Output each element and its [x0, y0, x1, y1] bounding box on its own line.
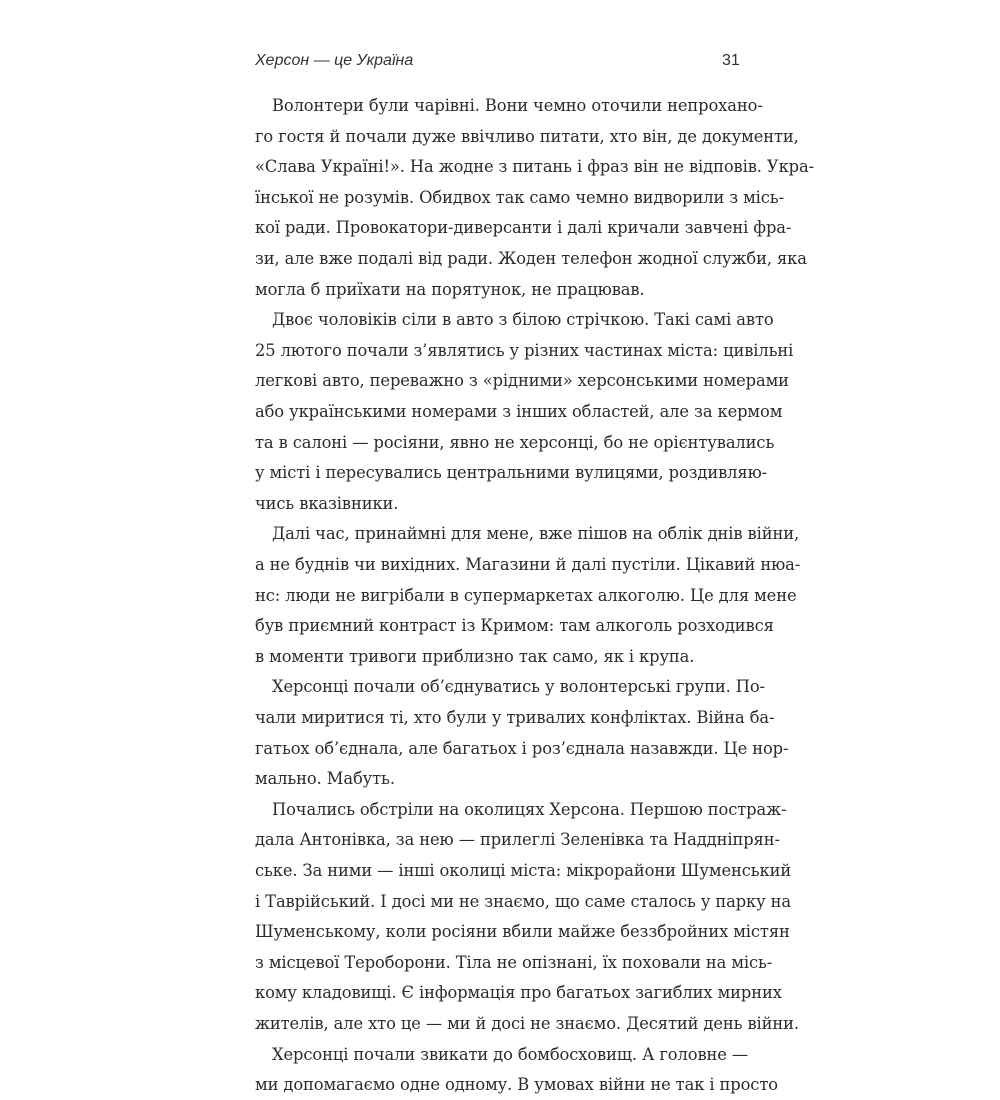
text-line: зи, але вже подалі від ради. Жоден телефон жодної служби, яка	[255, 249, 807, 268]
paragraph-first-line: Волонтери були чарівні. Вони чемно оточили непрохано-	[272, 96, 763, 115]
text-line: «Слава Україні!». На жодне з питань і фраз він не відповів. Укра-	[255, 157, 815, 177]
paragraph-first-line: Двоє чоловіків сіли в авто з білою стрічкою. Такі самі авто	[272, 310, 774, 330]
page-number: 31	[722, 52, 740, 69]
paragraph-first-line: Херсонці почали звикати до бомбосховищ. А головне —	[272, 1044, 749, 1064]
text-line: був приємний контраст із Кримом: там алкоголь розходився	[255, 616, 774, 636]
text-line: жителів, але хто це — ми й досі не знаємо. Десятий день війни.	[255, 1014, 799, 1033]
text-line: в моменти тривоги приблизно так само, як і крупа.	[255, 646, 695, 666]
text-line: мально. Мабуть.	[255, 769, 395, 789]
paragraph-first-line: Далі час, принаймні для мене, вже пішов на облік днів війни,	[272, 524, 800, 544]
paragraph-first-line: Херсонці почали об’єднуватись у волонтерські групи. По-	[272, 677, 765, 697]
text-line: чали миритися ті, хто були у тривалих конфліктах. Війна ба-	[255, 708, 775, 727]
text-line: го гостя й почали дуже ввічливо питати, хто він, де документи,	[255, 126, 799, 146]
text-line: чись вказівники.	[255, 493, 399, 513]
running-title: Херсон — це Україна	[255, 52, 414, 69]
text-line: могла б приїхати на порятунок, не працював.	[255, 279, 645, 299]
text-line: і Таврійський. І досі ми не знаємо, що саме сталось у парку на	[255, 891, 792, 911]
text-line: легкові авто, переважно з «рідними» херсонськими номерами	[255, 371, 789, 391]
text-line: та в салоні — росіяни, явно не херсонці, бо не орієнтувались	[255, 432, 775, 452]
text-line: їнської не розумів. Обидвох так само чемно видворили з місь-	[255, 187, 784, 207]
text-line: з місцевої Тероборони. Тіла не опізнані, їх поховали на місь-	[255, 952, 773, 972]
text-line: кої ради. Провокатори-диверсанти і далі кричали завчені фра-	[255, 218, 792, 238]
text-line: у місті і пересувались центральними вулицями, роздивляю-	[255, 463, 768, 483]
text-line: ське. За ними — інші околиці міста: мікрорайони Шуменський	[255, 861, 792, 880]
paragraph-first-line: Почались обстріли на околицях Херсона. Першою постраж-	[272, 799, 787, 819]
text-line: ми допомагаємо одне одному. В умовах війни не так і просто	[255, 1075, 778, 1095]
text-line: нс: люди не вигрібали в супермаркетах алкоголю. Це для мене	[255, 585, 797, 605]
text-line: а не буднів чи вихідних. Магазини й далі пустіли. Цікавий нюа-	[255, 555, 801, 574]
text-line: гатьох об’єднала, але багатьох і роз’єднала назавжди. Це нор-	[255, 738, 789, 758]
text-line: 25 лютого почали з’являтись у різних частинах міста: цивільні	[255, 340, 794, 360]
text-line: кому кладовищі. Є інформація про багатьох загиблих мирних	[255, 983, 782, 1003]
text-line: Шуменському, коли росіяни вбили майже беззбройних містян	[255, 922, 790, 942]
text-line: або українськими номерами з інших областей, але за кермом	[255, 402, 783, 421]
text-line: дала Антонівка, за нею — прилеглі Зеленівка та Наддніпрян-	[255, 830, 780, 850]
